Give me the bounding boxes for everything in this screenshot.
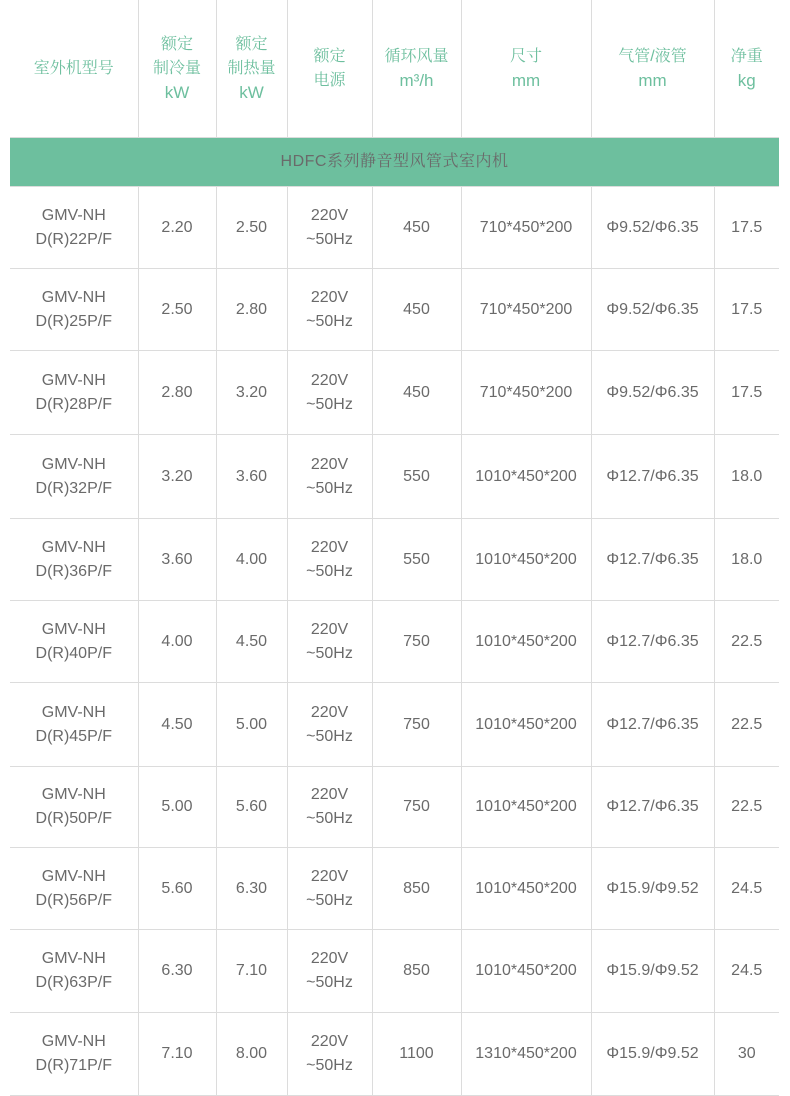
cell-model-line: D(R)40P/F	[35, 644, 112, 662]
header-pipe-unit: mm	[638, 70, 667, 90]
header-airflow-unit: m³/h	[399, 70, 434, 90]
cell-weight: 24.5	[714, 848, 779, 930]
cell-power	[287, 519, 372, 601]
cell-model	[10, 848, 138, 930]
cell-power	[287, 1013, 372, 1096]
cell-power-line: ~50Hz	[306, 727, 353, 745]
cell-heating: 7.10	[216, 930, 287, 1013]
cell-model-line: GMV-NH	[41, 867, 106, 885]
cell-weight: 17.5	[714, 351, 779, 435]
cell-power-line: ~50Hz	[306, 312, 353, 330]
cell-heating: 5.60	[216, 767, 287, 848]
cell-pipe: Φ9.52/Φ6.35	[591, 187, 714, 269]
cell-size: 1010*450*200	[461, 519, 591, 601]
header-row	[10, 0, 779, 138]
cell-airflow: 750	[372, 683, 461, 767]
cell-pipe: Φ12.7/Φ6.35	[591, 767, 714, 848]
cell-pipe: Φ9.52/Φ6.35	[591, 351, 714, 435]
table-row	[10, 187, 779, 269]
cell-cooling: 5.00	[138, 767, 216, 848]
cell-model-line: D(R)25P/F	[35, 312, 112, 330]
cell-power-line: 220V	[310, 786, 349, 803]
cell-heating: 3.60	[216, 435, 287, 519]
cell-power-line: 220V	[310, 455, 349, 473]
spec-table	[10, 0, 779, 1096]
cell-model-line: D(R)56P/F	[35, 891, 112, 909]
cell-cooling: 4.50	[138, 683, 216, 767]
cell-heating: 4.00	[216, 519, 287, 601]
cell-model-line: D(R)36P/F	[35, 562, 112, 580]
cell-model-line: GMV-NH	[41, 371, 106, 389]
cell-airflow: 850	[372, 930, 461, 1013]
header-heating-line2: 制热量	[227, 59, 276, 77]
cell-model-line: GMV-NH	[41, 538, 106, 556]
cell-power	[287, 351, 372, 435]
cell-weight: 18.0	[714, 519, 779, 601]
header-heating	[216, 0, 287, 138]
cell-weight: 17.5	[714, 269, 779, 351]
cell-power-line: 220V	[310, 950, 349, 967]
cell-heating: 3.20	[216, 351, 287, 435]
cell-model-line: GMV-NH	[41, 288, 106, 306]
table-row	[10, 435, 779, 519]
cell-size: 710*450*200	[461, 187, 591, 269]
table-row	[10, 930, 779, 1013]
cell-model	[10, 187, 138, 269]
cell-power-line: ~50Hz	[306, 395, 353, 413]
cell-model-line: GMV-NH	[41, 1033, 106, 1050]
cell-model	[10, 519, 138, 601]
cell-power	[287, 269, 372, 351]
header-heating-line1: 额定	[235, 35, 268, 53]
cell-pipe: Φ15.9/Φ9.52	[591, 930, 714, 1013]
cell-cooling: 3.20	[138, 435, 216, 519]
cell-size: 1010*450*200	[461, 767, 591, 848]
table-header	[10, 0, 779, 138]
cell-airflow: 550	[372, 435, 461, 519]
cell-power-line: 220V	[310, 538, 349, 556]
header-weight-unit: kg	[737, 70, 756, 90]
cell-model	[10, 683, 138, 767]
cell-airflow: 450	[372, 187, 461, 269]
cell-weight: 22.5	[714, 683, 779, 767]
cell-size: 1010*450*200	[461, 683, 591, 767]
cell-size: 1010*450*200	[461, 848, 591, 930]
cell-weight: 22.5	[714, 601, 779, 683]
cell-power-line: 220V	[310, 867, 349, 885]
cell-model	[10, 269, 138, 351]
cell-power-line: ~50Hz	[306, 562, 353, 580]
table-body	[10, 138, 779, 1096]
cell-weight: 18.0	[714, 435, 779, 519]
cell-cooling: 2.80	[138, 351, 216, 435]
cell-airflow: 750	[372, 767, 461, 848]
cell-power	[287, 601, 372, 683]
cell-cooling: 7.10	[138, 1013, 216, 1096]
cell-power-line: ~50Hz	[306, 810, 353, 827]
cell-pipe: Φ15.9/Φ9.52	[591, 848, 714, 930]
cell-power	[287, 848, 372, 930]
cell-cooling: 4.00	[138, 601, 216, 683]
header-size-unit: mm	[511, 70, 541, 90]
cell-model	[10, 930, 138, 1013]
header-weight	[714, 0, 779, 138]
cell-weight: 24.5	[714, 930, 779, 1013]
cell-weight: 17.5	[714, 187, 779, 269]
header-power-line2: 电源	[313, 71, 346, 89]
cell-model-line: D(R)63P/F	[35, 974, 112, 991]
table-row	[10, 1013, 779, 1096]
cell-power	[287, 187, 372, 269]
cell-power-line: 220V	[310, 206, 349, 224]
cell-heating: 2.80	[216, 269, 287, 351]
header-power-line1: 额定	[313, 47, 346, 65]
cell-model-line: D(R)28P/F	[35, 395, 112, 413]
table-row	[10, 683, 779, 767]
series-title: HDFC系列静音型风管式室内机	[10, 138, 779, 187]
cell-model	[10, 435, 138, 519]
cell-airflow: 550	[372, 519, 461, 601]
cell-model-line: D(R)45P/F	[35, 727, 112, 745]
cell-size: 1010*450*200	[461, 435, 591, 519]
header-pipe-line1: 气管/液管	[618, 47, 687, 65]
cell-power-line: 220V	[310, 288, 349, 306]
cell-heating: 2.50	[216, 187, 287, 269]
table-row	[10, 351, 779, 435]
cell-model	[10, 351, 138, 435]
cell-pipe: Φ12.7/Φ6.35	[591, 683, 714, 767]
cell-model-line: D(R)71P/F	[35, 1057, 112, 1074]
cell-model-line: D(R)22P/F	[35, 230, 112, 248]
cell-power-line: ~50Hz	[306, 974, 353, 991]
header-size	[461, 0, 591, 138]
cell-size: 710*450*200	[461, 351, 591, 435]
header-weight-line1: 净重	[730, 47, 763, 65]
header-power	[287, 0, 372, 138]
table-row	[10, 519, 779, 601]
cell-model-line: GMV-NH	[41, 786, 106, 803]
cell-pipe: Φ9.52/Φ6.35	[591, 269, 714, 351]
cell-pipe: Φ12.7/Φ6.35	[591, 435, 714, 519]
series-band-row	[10, 138, 779, 187]
cell-pipe: Φ12.7/Φ6.35	[591, 601, 714, 683]
cell-cooling: 3.60	[138, 519, 216, 601]
cell-model-line: GMV-NH	[41, 620, 106, 638]
cell-airflow: 850	[372, 848, 461, 930]
cell-pipe: Φ15.9/Φ9.52	[591, 1013, 714, 1096]
cell-power-line: 220V	[310, 703, 349, 721]
header-size-line1: 尺寸	[509, 47, 542, 65]
header-cooling-line2: 制冷量	[152, 59, 201, 77]
cell-airflow: 750	[372, 601, 461, 683]
cell-power	[287, 435, 372, 519]
cell-power	[287, 683, 372, 767]
cell-model-line: GMV-NH	[41, 455, 106, 473]
cell-model-line: D(R)50P/F	[35, 810, 112, 827]
header-pipe	[591, 0, 714, 138]
cell-size: 1010*450*200	[461, 930, 591, 1013]
cell-power-line: ~50Hz	[306, 644, 353, 662]
cell-cooling: 5.60	[138, 848, 216, 930]
cell-size: 1310*450*200	[461, 1013, 591, 1096]
header-airflow	[372, 0, 461, 138]
cell-power-line: ~50Hz	[306, 230, 353, 248]
cell-power-line: ~50Hz	[306, 891, 353, 909]
cell-power	[287, 767, 372, 848]
table-row	[10, 767, 779, 848]
cell-heating: 4.50	[216, 601, 287, 683]
cell-pipe: Φ12.7/Φ6.35	[591, 519, 714, 601]
cell-cooling: 2.50	[138, 269, 216, 351]
cell-heating: 5.00	[216, 683, 287, 767]
cell-power-line: 220V	[310, 620, 349, 638]
cell-model	[10, 601, 138, 683]
header-cooling-unit: kW	[164, 82, 190, 102]
cell-heating: 6.30	[216, 848, 287, 930]
cell-airflow: 1100	[372, 1013, 461, 1096]
cell-model-line: GMV-NH	[41, 206, 106, 224]
cell-power-line: 220V	[310, 371, 349, 389]
cell-model	[10, 1013, 138, 1096]
cell-power	[287, 930, 372, 1013]
cell-airflow: 450	[372, 269, 461, 351]
cell-cooling: 2.20	[138, 187, 216, 269]
header-model	[10, 0, 138, 138]
cell-cooling: 6.30	[138, 930, 216, 1013]
cell-model	[10, 767, 138, 848]
cell-power-line: 220V	[310, 1033, 349, 1050]
cell-size: 710*450*200	[461, 269, 591, 351]
table-row	[10, 848, 779, 930]
cell-weight: 30	[714, 1013, 779, 1096]
table-row	[10, 601, 779, 683]
cell-model-line: GMV-NH	[41, 950, 106, 967]
cell-airflow: 450	[372, 351, 461, 435]
header-heating-unit: kW	[239, 82, 264, 102]
cell-heating: 8.00	[216, 1013, 287, 1096]
cell-size: 1010*450*200	[461, 601, 591, 683]
table-row	[10, 269, 779, 351]
cell-weight: 22.5	[714, 767, 779, 848]
header-airflow-line1: 循环风量	[384, 47, 449, 65]
header-cooling	[138, 0, 216, 138]
header-cooling-line1: 额定	[160, 35, 193, 53]
cell-power-line: ~50Hz	[306, 479, 353, 497]
header-model-label: 室外机型号	[33, 59, 114, 77]
cell-model-line: GMV-NH	[41, 703, 106, 721]
cell-model-line: D(R)32P/F	[35, 479, 112, 497]
cell-power-line: ~50Hz	[306, 1057, 353, 1074]
